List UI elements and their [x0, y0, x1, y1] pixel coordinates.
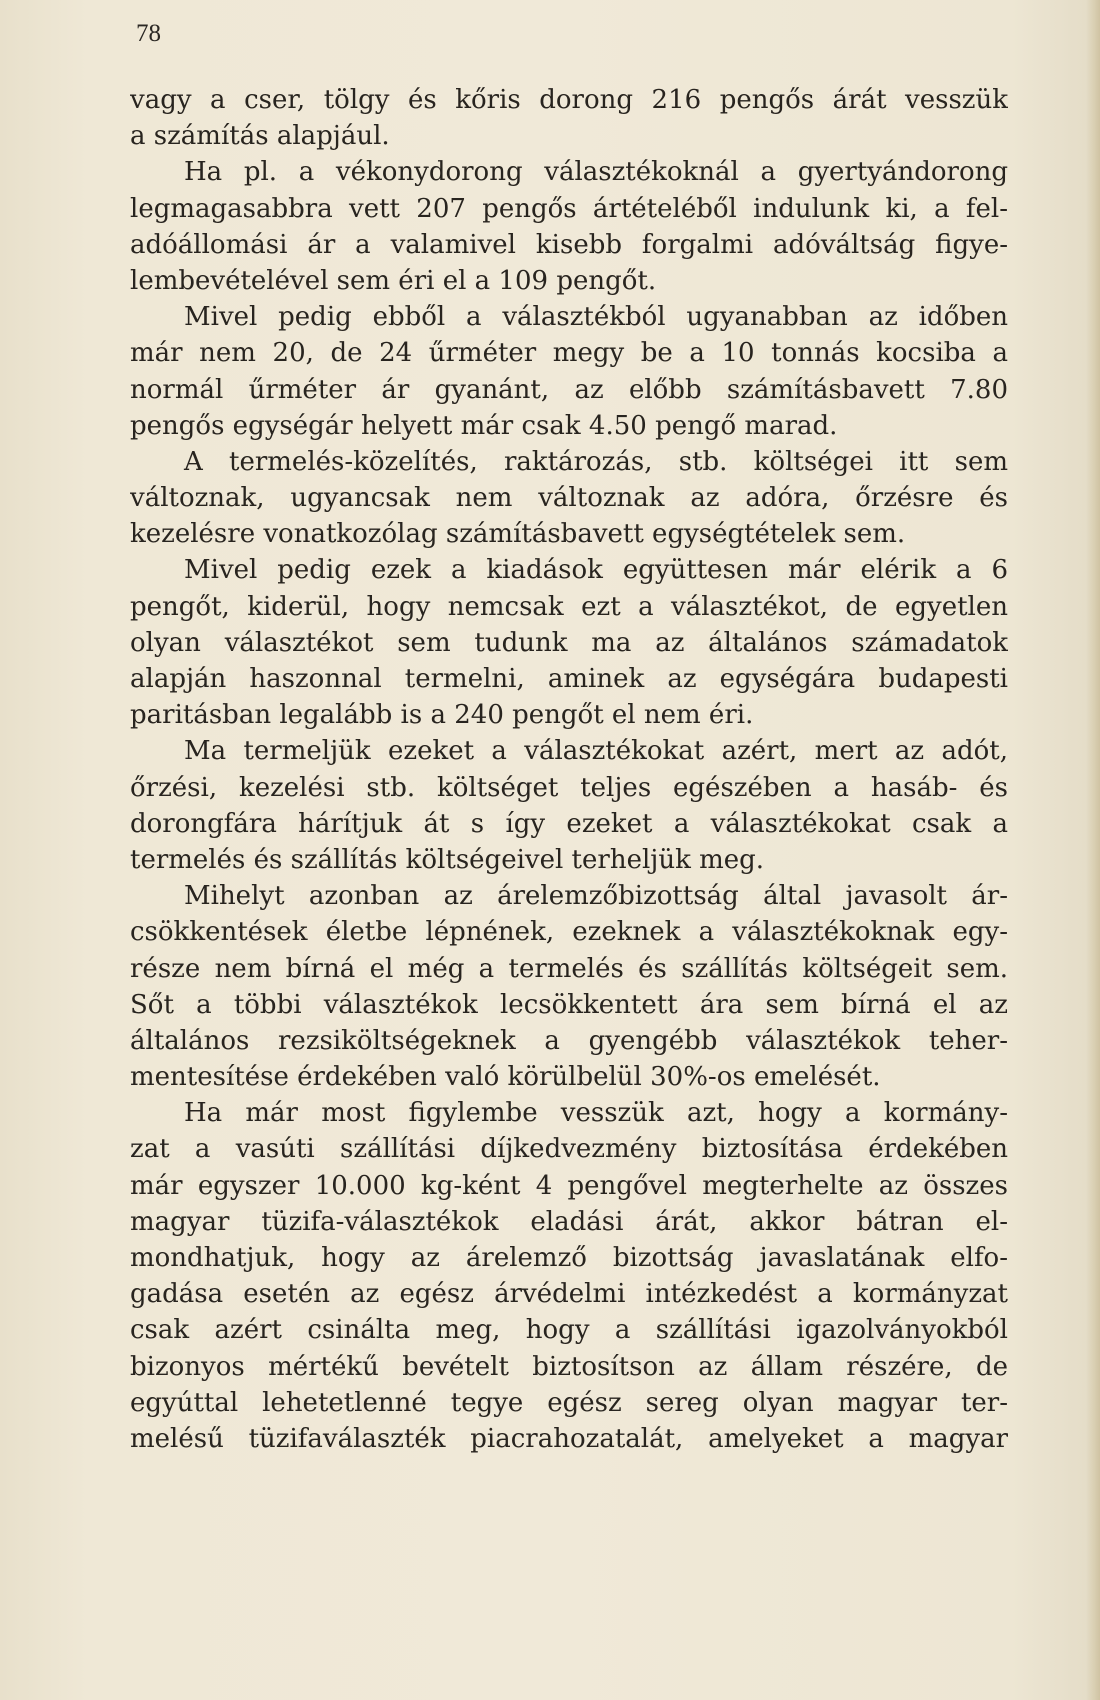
text-line: bizonyos mértékű bevételt biztosítson az állam részére, de	[130, 1351, 1008, 1382]
text-line: vagy a cser, tölgy és kőris dorong 216 pengős árát vesszük	[130, 85, 1008, 115]
text-line: adóállomási ár a valamivel kisebb forgalmi adóváltság figye-	[130, 229, 1008, 260]
text-line: őrzési, kezelési stb. költséget teljes egészében a hasáb- és	[130, 772, 1008, 803]
text-line: dorongfára hárítjuk át s így ezeket a választékokat csak a	[130, 808, 1008, 839]
text-line: olyan választékot sem tudunk ma az általános számadatok	[130, 627, 1008, 658]
text-line: kezelésre vonatkozólag számításbavett egységtételek sem.	[130, 519, 906, 550]
text-line: egyúttal lehetetlenné tegye egész sereg olyan magyar ter-	[130, 1387, 1008, 1418]
text-line: általános rezsiköltségeknek a gyengébb választékok teher-	[130, 1025, 1008, 1056]
text-line: már egyszer 10.000 kg-ként 4 pengővel megterhelte az összes	[130, 1170, 1008, 1201]
text-line: melésű tüzifaválaszték piacrahozatalát, amelyeket a magyar	[130, 1423, 1008, 1454]
text-line: paritásban legalább is a 240 pengőt el nem éri.	[130, 700, 754, 731]
text-line: termelés és szállítás költségeivel terheljük meg.	[130, 844, 765, 875]
body-text	[130, 82, 1008, 1457]
text-line: Mihelyt azonban az árelemzőbizottság által javasolt ár-	[184, 881, 1008, 912]
text-line: a számítás alapjául.	[130, 121, 390, 152]
text-line: változnak, ugyancsak nem változnak az adóra, őrzésre és	[130, 483, 1008, 514]
text-line: gadása esetén az egész árvédelmi intézkedést a kormányzat	[130, 1279, 1008, 1310]
text-line: Sőt a többi választékok lecsökkentett ára sem bírná el az	[130, 989, 1008, 1020]
text-line: része nem bírná el még a termelés és szállítás költségeit sem.	[130, 953, 1008, 984]
text-line: A termelés-közelítés, raktározás, stb. költségei itt sem	[184, 446, 1008, 477]
text-line: Mivel pedig ebből a választékból ugyanabban az időben	[184, 302, 1008, 333]
text-line: csökkentések életbe lépnének, ezeknek a választékoknak egy-	[130, 917, 1008, 948]
text-line: mentesítése érdekében való körülbelül 30%-os emelését.	[130, 1062, 881, 1093]
text-line: Mivel pedig ezek a kiadások együttesen már elérik a 6	[184, 555, 1008, 586]
text-line: Ha már most figylembe vesszük azt, hogy a kormány-	[184, 1098, 1008, 1129]
text-line: mondhatjuk, hogy az árelemző bizottság javaslatának elfo-	[130, 1243, 1008, 1273]
page-number: 78	[136, 20, 161, 47]
text-line: már nem 20, de 24 űrméter megy be a 10 tonnás kocsiba a	[130, 338, 1008, 369]
text-line: Ma termeljük ezeket a választékokat azért, mert az adót,	[184, 736, 1008, 767]
text-line: pengős egységár helyett már csak 4.50 pengő marad.	[130, 410, 838, 441]
text-line: pengőt, kiderül, hogy nemcsak ezt a választékot, de egyetlen	[130, 591, 1008, 622]
text-line: magyar tüzifa-választékok eladási árát, akkor bátran el-	[130, 1206, 1008, 1237]
page-edge	[1086, 0, 1100, 1700]
text-line: legmagasabbra vett 207 pengős ártételéből indulunk ki, a fel-	[130, 193, 1008, 224]
text-line: alapján haszonnal termelni, aminek az egységára budapesti	[130, 664, 1008, 694]
text-line: Ha pl. a vékonydorong választékoknál a gyertyándorong	[184, 157, 1008, 188]
text-line: lembevételével sem éri el a 109 pengőt.	[130, 265, 657, 296]
text-line: normál űrméter ár gyanánt, az előbb számításbavett 7.80	[130, 374, 1008, 405]
text-line: zat a vasúti szállítási díjkedvezmény biztosítása érdekében	[130, 1134, 1008, 1165]
text-line: csak azért csinálta meg, hogy a szállítási igazolványokból	[130, 1315, 1008, 1346]
